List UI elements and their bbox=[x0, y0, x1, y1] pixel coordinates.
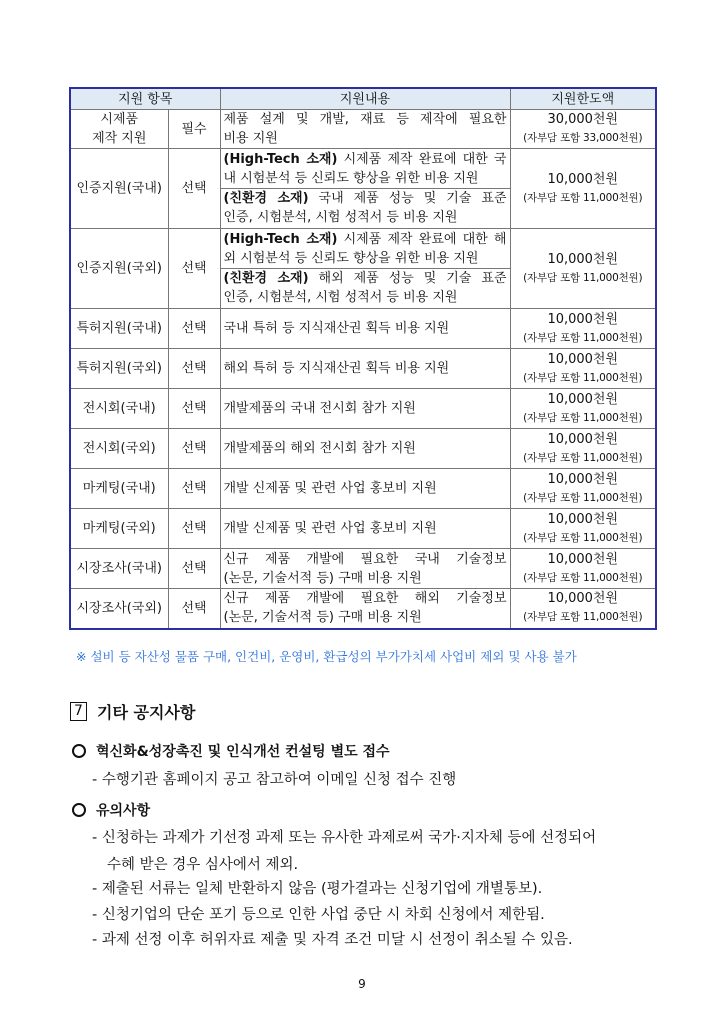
content-text: (논문, 기술서적 등) 구매 비용 지원 bbox=[223, 610, 422, 626]
limit-amount: 10,000천원 bbox=[547, 391, 619, 407]
content-text: 외 시험분석 등 신뢰도 향상을 위한 비용 지원 bbox=[223, 251, 479, 266]
support-content bbox=[220, 469, 510, 509]
support-item: 특허지원(국외) bbox=[70, 349, 168, 389]
content-line bbox=[224, 569, 507, 588]
support-limit bbox=[510, 429, 656, 469]
support-limit bbox=[510, 469, 656, 509]
limit-amount: 10,000천원 bbox=[547, 551, 619, 567]
content-text: 국내 제품 성능 및 기술 표준 bbox=[308, 191, 507, 206]
required-flag: 선택 bbox=[168, 389, 220, 429]
limit-amount: 30,000천원 bbox=[547, 112, 619, 127]
content-text: 시제품 제작 완료에 대한 해 bbox=[337, 232, 507, 247]
content-text: 시제품 제작 완료에 대한 국 bbox=[337, 152, 507, 167]
content-text: 해외 제품 성능 및 기술 표준 bbox=[308, 271, 507, 286]
circle-bullet-icon bbox=[72, 803, 86, 817]
required-flag: 선택 bbox=[168, 349, 220, 389]
content-line bbox=[224, 319, 507, 338]
limit-amount: 10,000천원 bbox=[547, 351, 619, 367]
limit-with-self-pay: (자부담 포함 11,000천원) bbox=[523, 451, 643, 464]
content-text: 인증, 시험분석, 시험 성적서 등 비용 지원 bbox=[223, 290, 458, 305]
content-line bbox=[224, 269, 507, 288]
notice-line: - 제출된 서류는 일체 반환하지 않음 (평가결과는 신청기업에 개별통보). bbox=[92, 881, 543, 897]
support-item: 전시회(국외) bbox=[70, 429, 168, 469]
notice-heading: 유의사항 bbox=[96, 803, 151, 819]
table-header-row bbox=[70, 88, 656, 110]
table-row bbox=[70, 509, 656, 549]
table-row bbox=[70, 469, 656, 509]
table-row bbox=[70, 349, 656, 389]
table-row bbox=[70, 549, 656, 589]
content-line bbox=[224, 169, 507, 188]
table-row bbox=[70, 589, 656, 629]
support-content bbox=[220, 349, 510, 389]
content-emphasis: (High-Tech 소재) bbox=[223, 152, 338, 167]
notice-heading: 혁신화&성장촉진 및 인식개선 컨설팅 별도 접수 bbox=[96, 744, 390, 760]
content-line bbox=[224, 249, 507, 268]
limit-with-self-pay: (자부담 포함 11,000천원) bbox=[523, 531, 643, 544]
table-row bbox=[70, 149, 656, 229]
table-body bbox=[70, 110, 656, 629]
limit-amount: 10,000천원 bbox=[547, 431, 619, 447]
support-limit bbox=[510, 149, 656, 229]
footnote: ※ 설비 등 자산성 물품 구매, 인건비, 운영비, 환급성의 부가가치세 사업비 제외 및 사용 불가 bbox=[76, 649, 577, 664]
content-text: 신규 제품 개발에 필요한 해외 기술정보 bbox=[223, 591, 507, 607]
support-item: 시장조사(국내) bbox=[70, 549, 168, 589]
support-limit bbox=[510, 549, 656, 589]
notice-item-1 bbox=[72, 741, 390, 761]
limit-with-self-pay: (자부담 포함 11,000천원) bbox=[523, 331, 643, 344]
required-flag: 선택 bbox=[168, 469, 220, 509]
content-line bbox=[224, 439, 507, 458]
support-content bbox=[220, 309, 510, 349]
section-title: 기타 공지사항 bbox=[97, 703, 196, 722]
content-line bbox=[224, 399, 507, 418]
table-row bbox=[70, 389, 656, 429]
required-flag: 선택 bbox=[168, 509, 220, 549]
limit-with-self-pay: (자부담 포함 33,000천원) bbox=[523, 132, 643, 144]
table-row bbox=[70, 110, 656, 149]
content-text: 국내 특허 등 지식재산권 획득 비용 지원 bbox=[223, 321, 450, 336]
support-limit bbox=[510, 229, 656, 309]
support-limit bbox=[510, 309, 656, 349]
required-flag: 필수 bbox=[168, 110, 220, 149]
support-content bbox=[220, 429, 510, 469]
notice-line: 수혜 받은 경우 심사에서 제외. bbox=[107, 857, 299, 873]
limit-amount: 10,000천원 bbox=[547, 251, 619, 267]
content-line bbox=[224, 359, 507, 378]
notice-line: - 과제 선정 이후 허위자료 제출 및 자격 조건 미달 시 선정이 취소될 수 있음. bbox=[92, 932, 573, 948]
content-line bbox=[224, 608, 507, 627]
content-emphasis: (친환경 소재) bbox=[223, 191, 309, 206]
notice-line: - 신청하는 과제가 기선정 과제 또는 유사한 과제로써 국가·지자체 등에 선정되어 bbox=[92, 830, 597, 846]
table-row bbox=[70, 229, 656, 309]
limit-amount: 10,000천원 bbox=[547, 511, 619, 527]
limit-with-self-pay: (자부담 포함 11,000천원) bbox=[523, 411, 643, 424]
support-item: 전시회(국내) bbox=[70, 389, 168, 429]
notice-line: - 신청기업의 단순 포기 등으로 인한 사업 중단 시 차회 신청에서 제한됨. bbox=[92, 907, 545, 923]
support-item: 인증지원(국외) bbox=[70, 229, 168, 309]
content-line bbox=[224, 519, 507, 538]
content-line bbox=[224, 208, 507, 227]
limit-with-self-pay: (자부담 포함 11,000천원) bbox=[523, 371, 643, 384]
header-item: 지원 항목 bbox=[70, 88, 220, 110]
support-item: 인증지원(국내) bbox=[70, 149, 168, 229]
content-text: 신규 제품 개발에 필요한 국내 기술정보 bbox=[223, 551, 507, 567]
notice-line: - 수행기관 홈페이지 공고 참고하여 이메일 신청 접수 진행 bbox=[92, 772, 457, 788]
section-number: 7 bbox=[70, 702, 87, 721]
support-content bbox=[220, 149, 510, 229]
limit-with-self-pay: (자부담 포함 11,000천원) bbox=[523, 271, 643, 284]
support-item: 시제품 제작 지원 bbox=[70, 110, 168, 149]
content-text: 개발제품의 국내 전시회 참가 지원 bbox=[223, 401, 416, 416]
content-line bbox=[224, 150, 507, 169]
page-number: 9 bbox=[358, 977, 366, 991]
required-flag: 선택 bbox=[168, 549, 220, 589]
support-table bbox=[69, 87, 657, 630]
limit-with-self-pay: (자부담 포함 11,000천원) bbox=[523, 191, 643, 204]
content-text: (논문, 기술서적 등) 구매 비용 지원 bbox=[223, 570, 422, 586]
required-flag: 선택 bbox=[168, 309, 220, 349]
required-flag: 선택 bbox=[168, 229, 220, 309]
content-line bbox=[224, 589, 507, 608]
content-text: 인증, 시험분석, 시험 성적서 등 비용 지원 bbox=[223, 210, 458, 225]
content-emphasis: (High-Tech 소재) bbox=[223, 232, 338, 247]
content-text: 제품 설계 및 개발, 재료 등 제작에 필요한 bbox=[223, 112, 507, 127]
limit-with-self-pay: (자부담 포함 11,000천원) bbox=[523, 571, 643, 584]
support-limit bbox=[510, 110, 656, 149]
limit-with-self-pay: (자부담 포함 11,000천원) bbox=[523, 491, 643, 504]
support-content bbox=[220, 110, 510, 149]
content-emphasis: (친환경 소재) bbox=[223, 271, 309, 286]
support-item: 특허지원(국내) bbox=[70, 309, 168, 349]
content-text: 비용 지원 bbox=[223, 131, 278, 146]
limit-amount: 10,000천원 bbox=[547, 471, 619, 487]
content-line bbox=[224, 550, 507, 569]
circle-bullet-icon bbox=[72, 744, 86, 758]
required-flag: 선택 bbox=[168, 429, 220, 469]
table-row bbox=[70, 429, 656, 469]
support-item: 마케팅(국외) bbox=[70, 509, 168, 549]
support-limit bbox=[510, 349, 656, 389]
support-item: 마케팅(국내) bbox=[70, 469, 168, 509]
limit-amount: 10,000천원 bbox=[547, 311, 619, 327]
content-line bbox=[224, 189, 507, 208]
support-limit bbox=[510, 389, 656, 429]
limit-with-self-pay: (자부담 포함 11,000천원) bbox=[523, 611, 643, 624]
section-heading bbox=[70, 700, 195, 723]
content-text: 내 시험분석 등 신뢰도 향상을 위한 비용 지원 bbox=[223, 171, 479, 186]
support-content bbox=[220, 509, 510, 549]
content-line bbox=[224, 230, 507, 249]
support-limit bbox=[510, 589, 656, 629]
content-line bbox=[224, 129, 507, 148]
limit-amount: 10,000천원 bbox=[547, 591, 619, 607]
table-row bbox=[70, 309, 656, 349]
content-line bbox=[224, 110, 507, 129]
support-content bbox=[220, 389, 510, 429]
support-limit bbox=[510, 509, 656, 549]
content-line bbox=[224, 288, 507, 307]
limit-amount: 10,000천원 bbox=[547, 171, 619, 187]
required-flag: 선택 bbox=[168, 589, 220, 629]
support-content bbox=[220, 589, 510, 629]
support-item: 시장조사(국외) bbox=[70, 589, 168, 629]
header-limit: 지원한도액 bbox=[510, 88, 656, 110]
header-content: 지원내용 bbox=[220, 88, 510, 110]
content-text: 개발제품의 해외 전시회 참가 지원 bbox=[223, 441, 416, 456]
required-flag: 선택 bbox=[168, 149, 220, 229]
content-text: 해외 특허 등 지식재산권 획득 비용 지원 bbox=[223, 361, 450, 376]
content-text: 개발 신제품 및 관련 사업 홍보비 지원 bbox=[223, 521, 437, 536]
support-content bbox=[220, 229, 510, 309]
support-content bbox=[220, 549, 510, 589]
notice-item-2 bbox=[72, 800, 150, 820]
content-text: 개발 신제품 및 관련 사업 홍보비 지원 bbox=[223, 481, 437, 496]
content-line bbox=[224, 479, 507, 498]
